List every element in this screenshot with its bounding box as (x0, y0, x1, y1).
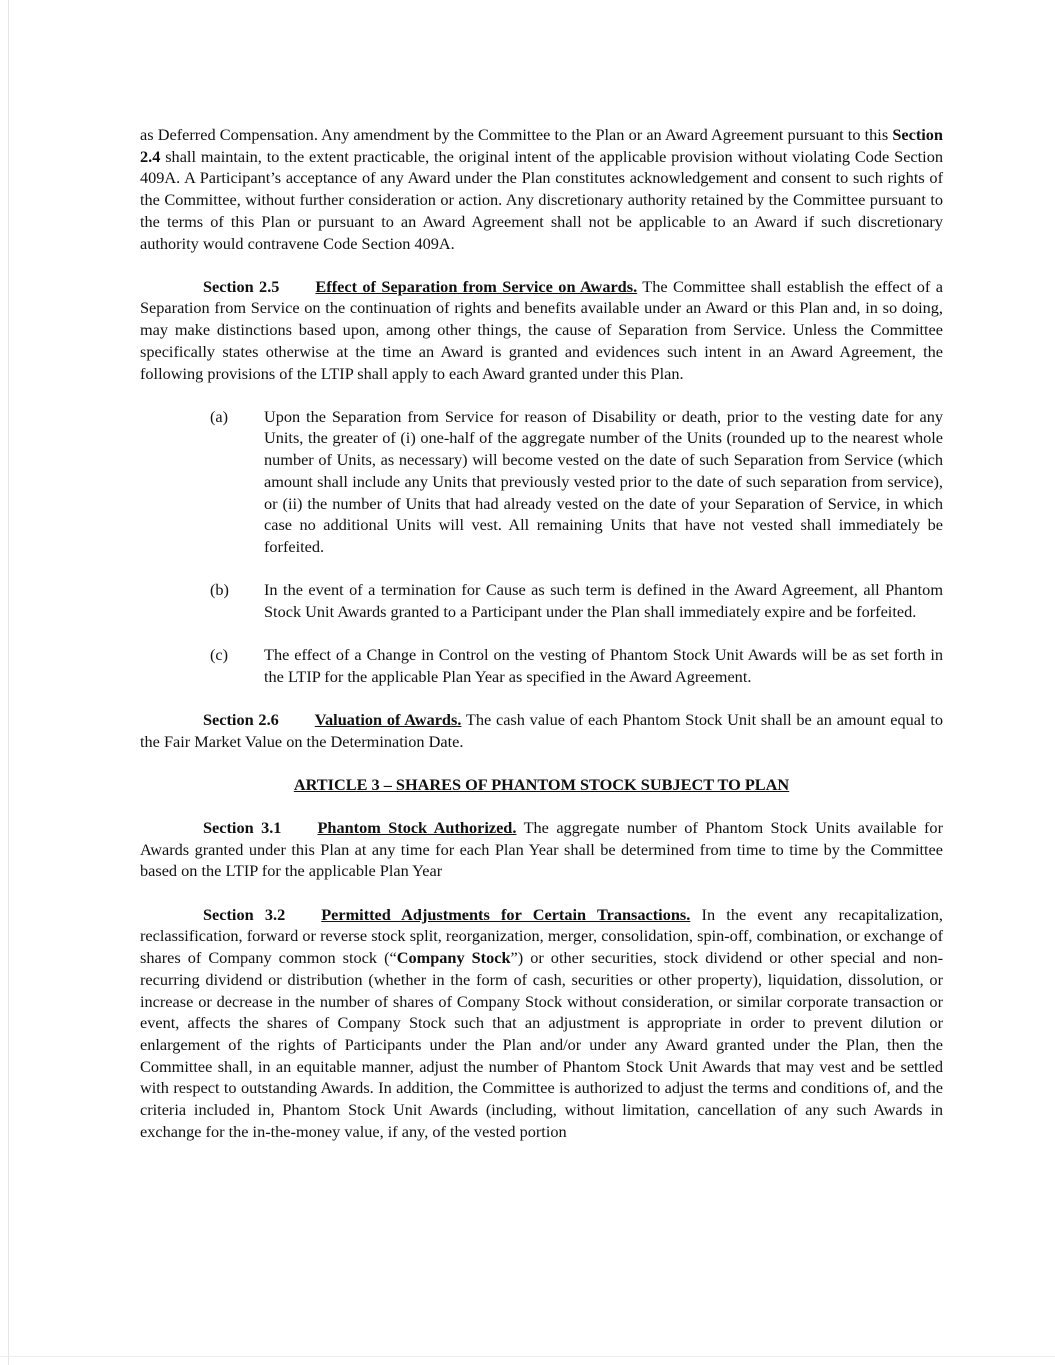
section-3-2-title: Permitted Adjustments for Certain Transactions. (321, 904, 691, 924)
list-item-b (140, 579, 943, 622)
list-item-text: In the event of a termination for Cause as such term is defined in the Award Agreement, all Phantom Stock Unit Awards granted to a Participant under the Plan shall immediately expire and be forfeited. (264, 580, 943, 621)
article-3-heading: ARTICLE 3 – SHARES OF PHANTOM STOCK SUBJECT TO PLAN (293, 774, 790, 794)
section-2-5-number: Section 2.5 (203, 276, 280, 296)
list-item-label: (b) (210, 580, 229, 600)
section-2-6-title: Valuation of Awards. (314, 709, 462, 729)
list-item-c (140, 644, 943, 687)
section-2-4-reference: Section 2.4 (140, 125, 943, 166)
company-stock-term: Company Stock (396, 948, 511, 968)
list-item-a (140, 406, 943, 558)
list-item-label: (c) (210, 645, 229, 665)
list-item-label: (a) (210, 406, 229, 426)
section-2-6-number: Section 2.6 (203, 709, 279, 729)
paragraph-section-2-5: Section 2.5 Effect of Separation from Service on Awards. The Committee shall establish the effect of a Separation from Service on the continuation of rights and benefits available under an Award or this Plan and, in so doing, may make distinctions based upon, among other things, the cause of Separation from Service. Unless the Committee specifically states otherwise at the time an Award is granted and evidences such intent in an Award Agreement, the following provisions of the LTIP shall apply to each Award granted under this Plan. (140, 276, 943, 383)
paragraph-section-2-4-continuation: as Deferred Compensation. Any amendment by the Committee to the Plan or an Award Agreement pursuant to this Section 2.4 shall maintain, to the extent practicable, the original intent of the applicable provision without violating Code Section 409A. A Participant’s acceptance of any Award under the Plan constitutes acknowledgement and consent to such rights of the Committee, without further consideration or action. Any discretionary authority retained by the Committee pursuant to the terms of this Plan or pursuant to an Award Agreement shall not be applicable to an Award if such discretionary authority would contravene Code Section 409A. (140, 125, 943, 253)
document-body (140, 124, 943, 1142)
page-bottom-edge-line (0, 1356, 1055, 1357)
list-item-text: Upon the Separation from Service for reason of Disability or death, prior to the vesting date for any Units, the greater of (i) one-half of the aggregate number of the Units (rounded up to the nearest whole number of Units, as necessary) will become vested on the date of such Separation from Service (which amount shall include any Units that previously vested prior to the date of such separation from service), or (ii) the number of Units that had already vested on the date of your Separation of Service, in which case no additional Units will vest. All remaining Units that have not vested shall immediately be forfeited. (264, 406, 943, 556)
paragraph-section-3-1: Section 3.1 Phantom Stock Authorized. The aggregate number of Phantom Stock Units available for Awards granted under this Plan at any time for each Plan Year shall be determined from time to time by the Committee based on the LTIP for the applicable Plan Year (140, 818, 943, 881)
paragraph-section-2-6: Section 2.6 Valuation of Awards. The cash value of each Phantom Stock Unit shall be an amount equal to the Fair Market Value on the Determination Date. (140, 709, 943, 751)
section-3-1-title: Phantom Stock Authorized. (317, 818, 517, 838)
paragraph-section-3-2: Section 3.2 Permitted Adjustments for Certain Transactions. In the event any recapitalization, reclassification, forward or reverse stock split, reorganization, merger, consolidation, spin-off, combination, or exchange of shares of Company common stock (“Company Stock”) or other securities, stock dividend or other special and non-recurring dividend or distribution (whether in the form of cash, securities or other property), liquidation, dissolution, or increase or decrease in the number of shares of Company Stock without consideration, or similar corporate transaction or event, affects the shares of Company Stock such that an adjustment is appropriate in order to prevent dilution or enlargement of the rights of Participants under the Plan and/or under any Award granted under the Plan, then the Committee shall, in an equitable manner, adjust the number of Phantom Stock Unit Awards that may vest and be settled with respect to outstanding Awards. In addition, the Committee is authorized to adjust the terms and conditions of, and the criteria included in, Phantom Stock Unit Awards (including, without limitation, cancellation of any such Awards in exchange for the in-the-money value, if any, of the vested portion (140, 904, 944, 1141)
section-2-5-title: Effect of Separation from Service on Awards. (315, 276, 638, 296)
list-item-text: The effect of a Change in Control on the vesting of Phantom Stock Unit Awards will be as set forth in the LTIP for the applicable Plan Year as specified in the Award Agreement. (264, 645, 943, 686)
page-edge-line (8, 0, 9, 1365)
section-3-1-number: Section 3.1 (203, 818, 282, 838)
section-3-2-number: Section 3.2 (203, 904, 286, 924)
